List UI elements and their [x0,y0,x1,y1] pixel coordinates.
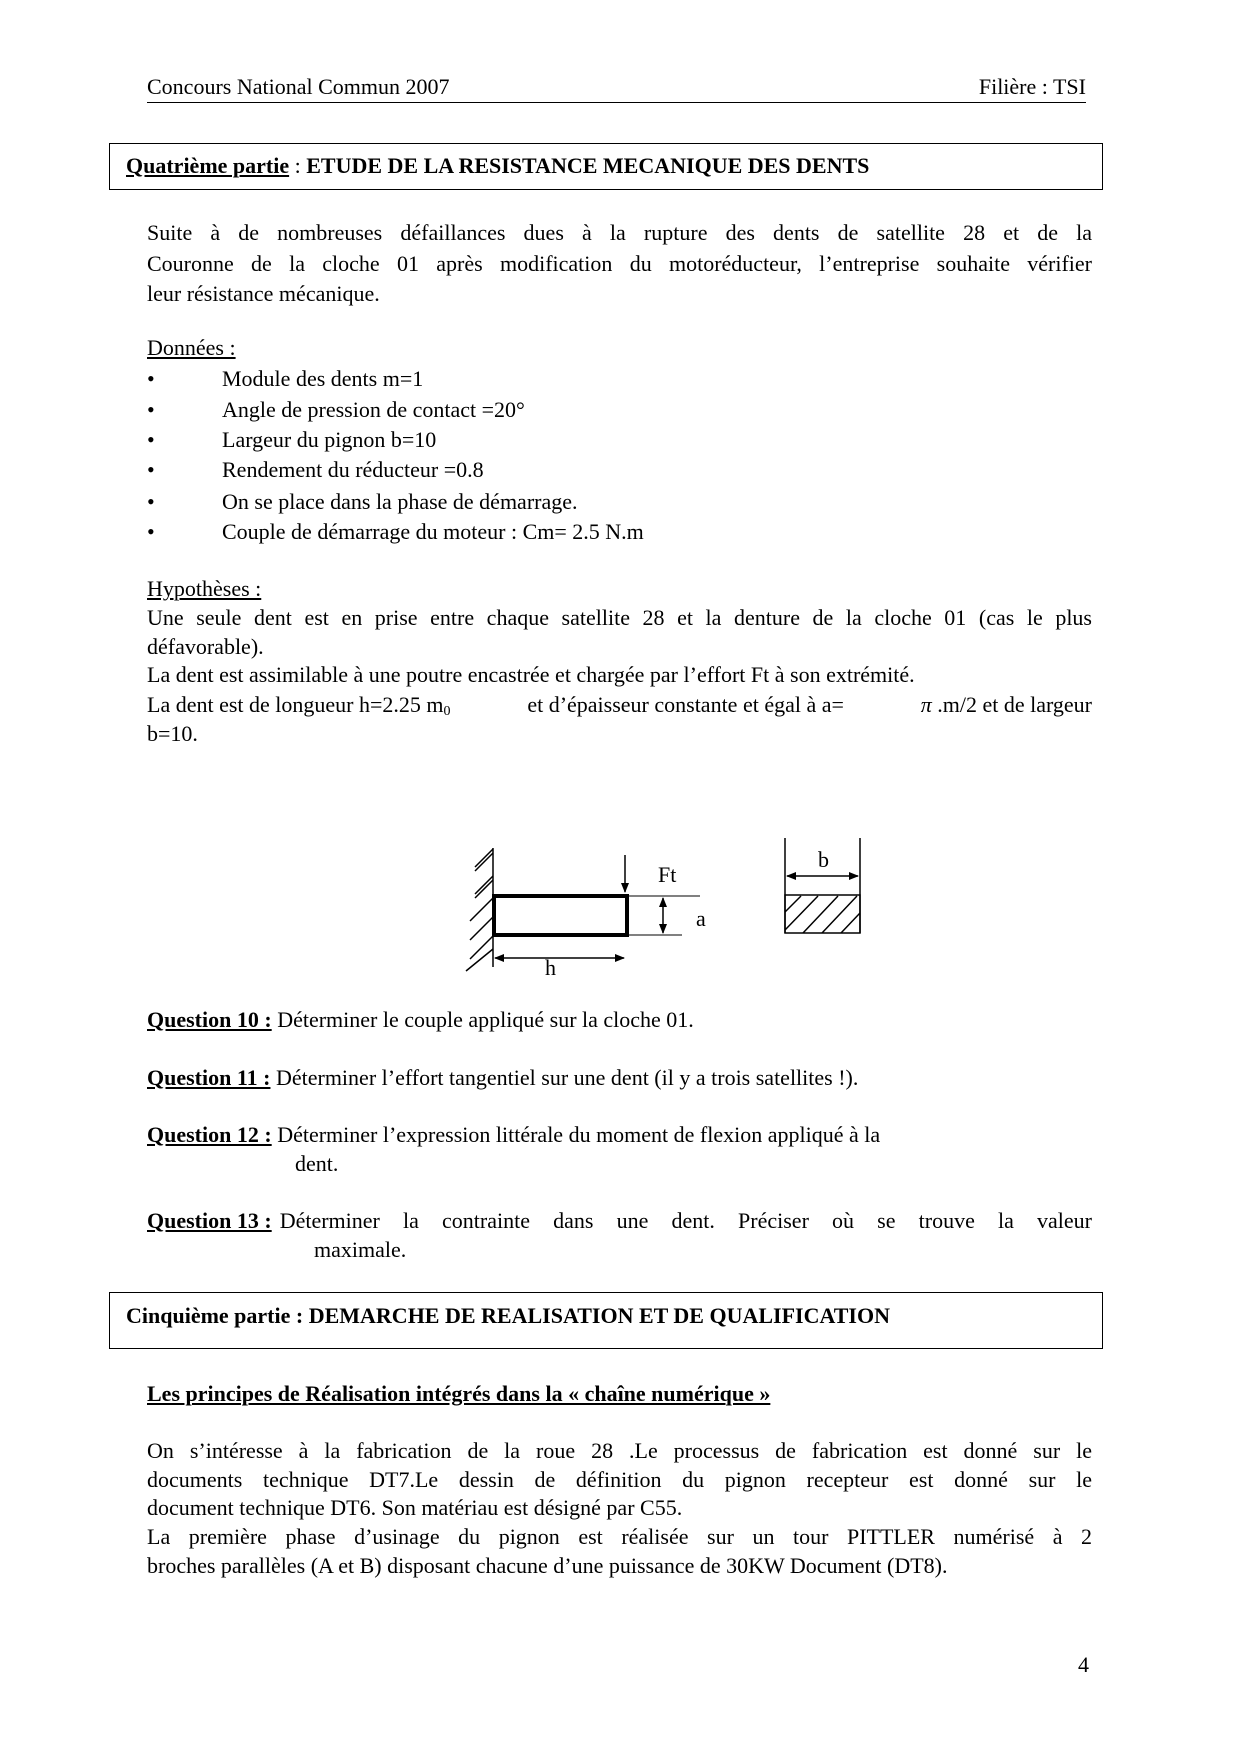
wall [466,848,493,971]
list-item: Angle de pression de contact =20° [222,397,525,422]
part-title: ETUDE DE LA RESISTANCE MECANIQUE DES DENTS [306,153,870,178]
label-h: h [545,955,556,980]
question-text: Déterminer l’effort tangentiel sur une dent (il y a trois satellites !). [270,1065,859,1090]
bullet: • [147,397,155,422]
label-a: a [696,906,706,931]
hypothesis-line: Une seule dent est en prise entre chaque satellite 28 et la denture de la cloche 01 (cas le plus [147,605,1092,630]
beam [494,896,627,935]
question-label: Question 12 : [147,1122,272,1147]
bullet: • [147,427,155,452]
list-item: Largeur du pignon b=10 [222,427,437,452]
paragraph-line: broches parallèles (A et B) disposant chacune d’une puissance de 30KW Document (DT8). [147,1553,948,1578]
bullet: • [147,519,155,544]
subsection-title: Les principes de Réalisation intégrés dans la « chaîne numérique » [147,1381,771,1406]
text-segment: La dent est de longueur h=2.25 m [147,692,444,717]
question-13-cont: maximale. [314,1237,407,1262]
pi-symbol: π [920,692,932,717]
header-right: Filière : TSI [978,74,1086,99]
intro-line: Couronne de la cloche 01 après modification du motoréducteur, l’entreprise souhaite vérifier [147,251,1092,276]
question-11 [147,1063,1092,1093]
hypothesis-line: La dent est assimilable à une poutre encastrée et chargée par l’effort Ft à son extrémité. [147,662,915,687]
intro-line: leur résistance mécanique. [147,281,380,306]
question-text: Déterminer le couple appliqué sur la cloche 01. [271,1007,694,1032]
page-number: 4 [1078,1652,1089,1677]
hypotheses-title: Hypothèses : [147,576,262,601]
bullet: • [147,457,155,482]
separator: : [289,153,307,178]
list-item: Couple de démarrage du moteur : Cm= 2.5 N.m [222,519,644,544]
hypothesis-line: défavorable). [147,634,264,659]
question-label: Question 13 : [147,1208,272,1233]
paragraph-line: On s’intéresse à la fabrication de la roue 28 .Le processus de fabrication est donné sur le [147,1438,1092,1463]
question-label: Question 11 : [147,1065,271,1090]
text-segment: et d’épaisseur constante et égal à a= [527,692,844,717]
intro-line: Suite à de nombreuses défaillances dues à la rupture des dents de satellite 28 et de la [147,220,1092,245]
question-13 [147,1206,1092,1236]
subscript: 0 [443,704,451,719]
paragraph-line: documents technique DT7.Le dessin de définition du pignon recepteur est donné sur le [147,1467,1092,1492]
question-text: Déterminer l’expression littérale du moment de flexion appliqué à la [271,1122,881,1147]
section-box-part5 [109,1292,1103,1349]
part-title: Cinquième partie : DEMARCHE DE REALISATION ET DE QUALIFICATION [126,1303,890,1328]
list-item: Module des dents m=1 [222,366,424,391]
list-item: Rendement du réducteur =0.8 [222,457,484,482]
label-ft: Ft [658,862,677,887]
paragraph-line: La première phase d’usinage du pignon est réalisée sur un tour PITTLER numérisé à 2 [147,1524,1092,1549]
part-label: Quatrième partie [126,153,290,178]
paragraph-line: document technique DT6. Son matériau est désigné par C55. [147,1495,683,1520]
question-10 [147,1005,1092,1035]
donnees-title: Données : [147,335,236,360]
bullet: • [147,366,155,391]
question-12-cont: dent. [295,1151,339,1176]
list-item: On se place dans la phase de démarrage. [222,489,578,514]
text-segment: .m/2 et de largeur [931,692,1092,717]
hypothesis-line: b=10. [147,721,198,746]
question-text: Déterminer la contrainte dans une dent. Préciser où se trouve la valeur [279,1208,1092,1233]
question-12 [147,1120,1092,1150]
label-b: b [818,847,829,872]
header-left: Concours National Commun 2007 [147,74,450,99]
bullet: • [147,489,155,514]
question-label: Question 10 : [147,1007,272,1032]
